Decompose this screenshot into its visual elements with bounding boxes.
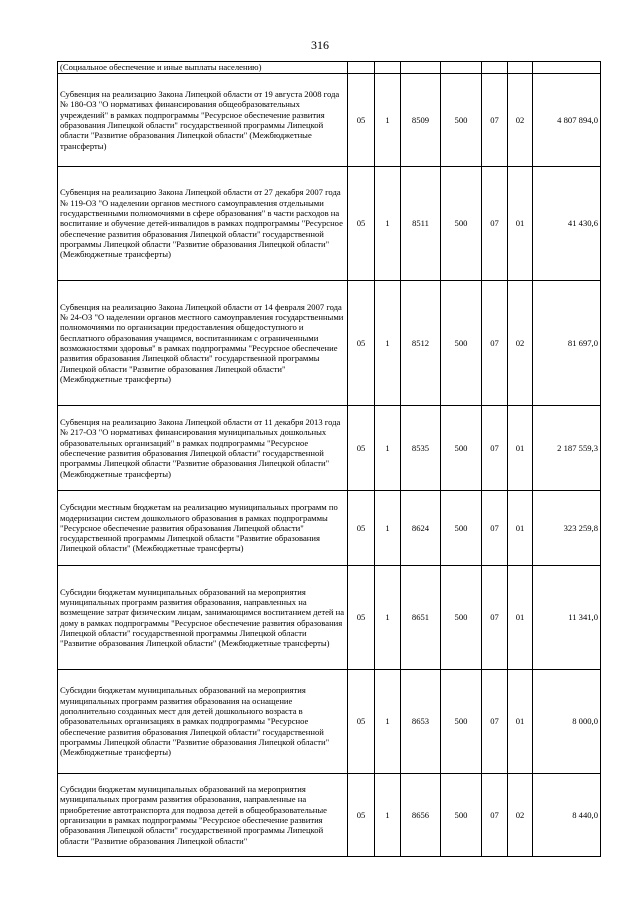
- table-row: [58, 566, 601, 670]
- target-code: 8511: [401, 167, 441, 281]
- section-code: [348, 62, 375, 74]
- section-code: 05: [348, 167, 375, 281]
- amount: 41 430,6: [533, 167, 601, 281]
- group-code: 1: [375, 491, 401, 566]
- subsection-code: 07: [482, 774, 508, 857]
- row-description: (Социальное обеспечение и иные выплаты населению): [58, 62, 348, 74]
- section-code: 05: [348, 566, 375, 670]
- subsection2-code: 02: [508, 281, 533, 406]
- subsection2-code: 01: [508, 406, 533, 491]
- subsection-code: 07: [482, 281, 508, 406]
- subsection2-code: [508, 62, 533, 74]
- target-code: 8656: [401, 774, 441, 857]
- subsection2-code: 01: [508, 566, 533, 670]
- subsection-code: 07: [482, 491, 508, 566]
- amount: 2 187 559,3: [533, 406, 601, 491]
- table-row: [58, 670, 601, 774]
- group-code: [375, 62, 401, 74]
- expense-type-code: 500: [441, 406, 482, 491]
- section-code: 05: [348, 74, 375, 167]
- target-code: 8509: [401, 74, 441, 167]
- amount: 8 440,0: [533, 774, 601, 857]
- budget-table: [57, 61, 601, 857]
- subsection-code: 07: [482, 566, 508, 670]
- row-description: Субсидии бюджетам муниципальных образований на мероприятия муниципальных программ развития образования, направленных на возмещение затрат физическим лицам, занимающимся воспитанием детей на дому в рамках подпрограммы "Ресурсное обеспечение развития образования Липецкой области" государственной программы Липецкой области "Развитие образования Липецкой области" (Межбюджетные трансферты): [58, 566, 348, 670]
- expense-type-code: [441, 62, 482, 74]
- row-description: Субсидии бюджетам муниципальных образований на мероприятия муниципальных программ развития образования на оснащение дополнительно созданных мест для детей дошкольного возраста в образовательных организациях в рамках подпрограммы "Ресурсное обеспечение развития образования Липецкой области" государственной программы Липецкой области "Развитие образования Липецкой области" (Межбюджетные трансферты): [58, 670, 348, 774]
- amount: [533, 62, 601, 74]
- expense-type-code: 500: [441, 281, 482, 406]
- expense-type-code: 500: [441, 774, 482, 857]
- subsection2-code: 01: [508, 491, 533, 566]
- subsection-code: 07: [482, 670, 508, 774]
- amount: 81 697,0: [533, 281, 601, 406]
- subsection-code: 07: [482, 406, 508, 491]
- group-code: 1: [375, 74, 401, 167]
- table-row: [58, 74, 601, 167]
- section-code: 05: [348, 281, 375, 406]
- group-code: 1: [375, 670, 401, 774]
- group-code: 1: [375, 281, 401, 406]
- subsection-code: 07: [482, 74, 508, 167]
- target-code: 8653: [401, 670, 441, 774]
- subsection-code: [482, 62, 508, 74]
- row-description: Субвенция на реализацию Закона Липецкой области от 14 февраля 2007 года № 24-ОЗ "О наделении органов местного самоуправления государственными полномочиями по организации предоставления общедоступного и бесплатного образования учащимся, воспитанникам с ограниченными возможностями здоровья" в рамках подпрограммы "Ресурсное обеспечение развития образования Липецкой области" государственной программы Липецкой области "Развитие образования Липецкой области" (Межбюджетные трансферты): [58, 281, 348, 406]
- table-row: [58, 167, 601, 281]
- target-code: 8624: [401, 491, 441, 566]
- table-row: [58, 281, 601, 406]
- target-code: 8512: [401, 281, 441, 406]
- subsection2-code: 01: [508, 670, 533, 774]
- amount: 323 259,8: [533, 491, 601, 566]
- expense-type-code: 500: [441, 491, 482, 566]
- subsection2-code: 02: [508, 774, 533, 857]
- section-code: 05: [348, 406, 375, 491]
- row-description: Субвенция на реализацию Закона Липецкой области от 11 декабря 2013 года № 217-ОЗ "О нормативах финансирования муниципальных дошкольных образовательных организаций" в рамках подпрограммы "Ресурсное обеспечение развития образования Липецкой области" государственной программы Липецкой области "Развитие образования Липецкой области" (Межбюджетные трансферты): [58, 406, 348, 491]
- expense-type-code: 500: [441, 566, 482, 670]
- target-code: 8535: [401, 406, 441, 491]
- table-row: [58, 62, 601, 74]
- expense-type-code: 500: [441, 670, 482, 774]
- row-description: Субсидии местным бюджетам на реализацию муниципальных программ по модернизации систем дошкольного образования в рамках подпрограммы "Ресурсное обеспечение развития образования Липецкой области" государственной программы Липецкой области "Развитие образования Липецкой области" (Межбюджетные трансферты): [58, 491, 348, 566]
- row-description: Субсидии бюджетам муниципальных образований на мероприятия муниципальных программ развития образования, направленные на приобретение автотранспорта для подвоза детей в общеобразовательные организации в рамках подпрограммы "Ресурсное обеспечение развития образования Липецкой области" государственной программы Липецкой области "Развитие образования Липецкой области": [58, 774, 348, 857]
- amount: 8 000,0: [533, 670, 601, 774]
- section-code: 05: [348, 491, 375, 566]
- subsection2-code: 01: [508, 167, 533, 281]
- target-code: 8651: [401, 566, 441, 670]
- expense-type-code: 500: [441, 74, 482, 167]
- table-row: [58, 774, 601, 857]
- amount: 11 341,0: [533, 566, 601, 670]
- group-code: 1: [375, 774, 401, 857]
- group-code: 1: [375, 406, 401, 491]
- expense-type-code: 500: [441, 167, 482, 281]
- row-description: Субвенция на реализацию Закона Липецкой области от 27 декабря 2007 года № 119-ОЗ "О наделении органов местного самоуправления отдельными государственными полномочиями в сфере образования" в части расходов на воспитание и обучение детей-инвалидов в рамках подпрограммы "Ресурсное обеспечение развития образования Липецкой области" государственной программы Липецкой области "Развитие образования Липецкой области" (Межбюджетные трансферты): [58, 167, 348, 281]
- group-code: 1: [375, 566, 401, 670]
- page-number: 316: [311, 38, 329, 52]
- amount: 4 807 894,0: [533, 74, 601, 167]
- subsection2-code: 02: [508, 74, 533, 167]
- row-description: Субвенция на реализацию Закона Липецкой области от 19 августа 2008 года № 180-ОЗ "О нормативах финансирования общеобразовательных учреждений" в рамках подпрограммы "Ресурсное обеспечение развития образования Липецкой области" государственной программы Липецкой области "Развитие образования Липецкой области" (Межбюджетные трансферты): [58, 74, 348, 167]
- table-row: [58, 491, 601, 566]
- section-code: 05: [348, 670, 375, 774]
- target-code: [401, 62, 441, 74]
- section-code: 05: [348, 774, 375, 857]
- subsection-code: 07: [482, 167, 508, 281]
- table-row: [58, 406, 601, 491]
- group-code: 1: [375, 167, 401, 281]
